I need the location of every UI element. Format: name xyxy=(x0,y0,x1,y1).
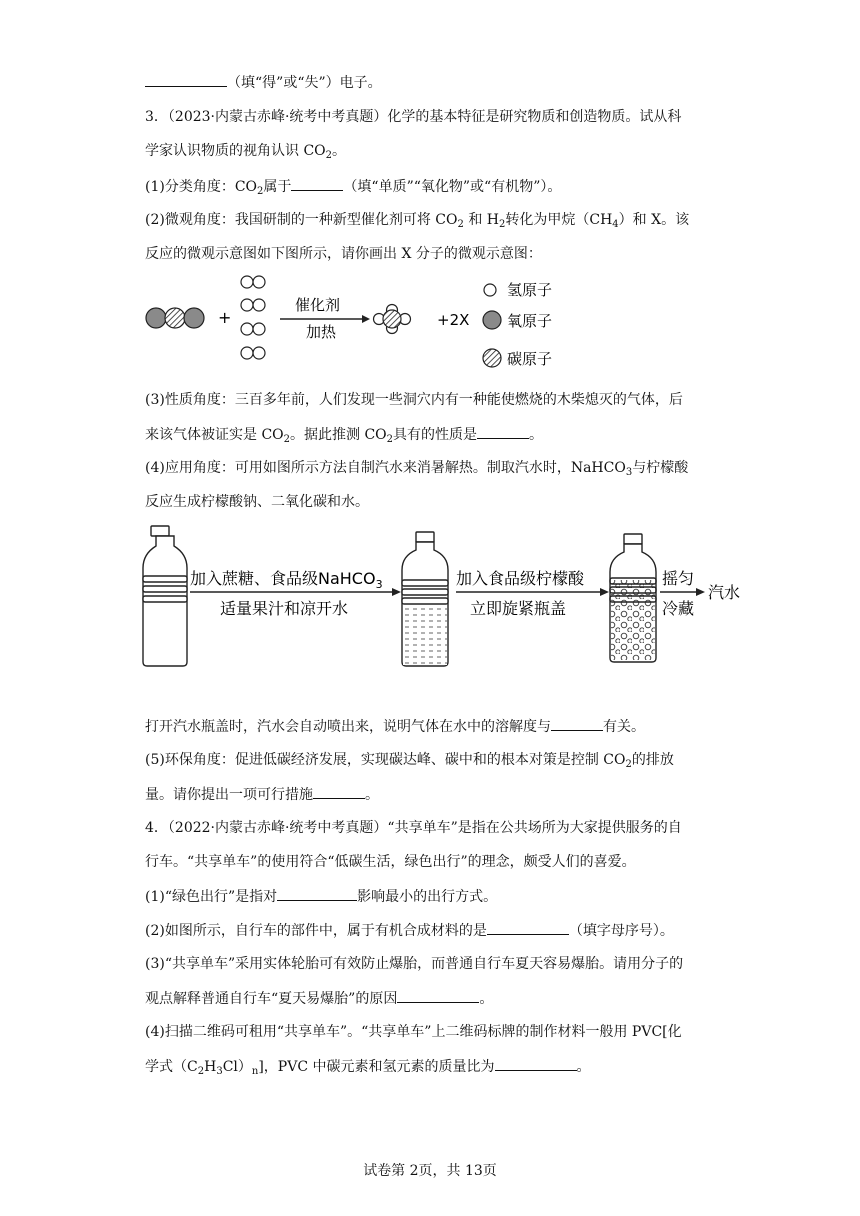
q3-part5: (5)环保角度：促进低碳经济发展，实现碳达峰、碳中和的根本对策是控制 $CO_2$的排放 xyxy=(145,752,674,770)
svg-text:氧原子: 氧原子 xyxy=(507,312,553,330)
q4-part1: (1)“绿色出行”是指对 影响最小的出行方式。 xyxy=(145,886,497,907)
carbon-atom-icon xyxy=(483,349,501,367)
hydrogen-atom-icon xyxy=(484,284,496,296)
bottle-with-liquid xyxy=(402,532,448,666)
soda-process-diagram xyxy=(140,522,750,668)
answer-blank[interactable] xyxy=(495,1056,577,1071)
answer-blank[interactable] xyxy=(487,920,569,935)
q3-intro-cont: 学家认识物质的视角认识 $CO_2$。 xyxy=(145,143,347,161)
answer-blank[interactable] xyxy=(397,988,479,1003)
step1-top-label: 加入蔗糖、食品级NaHCO$_3$ xyxy=(190,569,383,591)
plus-sign: + xyxy=(218,308,232,327)
q3-heading: 3．（2023·内蒙古赤峰·统考中考真题）化学的基本特征是研究物质和创造物质。试从科 xyxy=(145,109,682,125)
catalyst-label: 催化剂 xyxy=(295,296,341,314)
page-footer: 试卷第 2页，共 13页 xyxy=(363,1163,497,1179)
h2-molecules xyxy=(241,276,265,359)
q4-intro-cont: 行车。“共享单车”的使用符合“低碳生活，绿色出行”的理念，颇受人们的喜爱。 xyxy=(145,854,636,870)
oxygen-atom-icon xyxy=(483,311,501,329)
svg-text:碳原子: 碳原子 xyxy=(507,350,553,368)
answer-blank[interactable] xyxy=(551,716,603,731)
q4-part2: (2)如图所示，自行车的部件中，属于有机合成材料的是 （填字母序号）。 xyxy=(145,920,674,941)
step2-top-label: 加入食品级柠檬酸 xyxy=(456,569,585,588)
text: （填“得”或“失”）电子。 xyxy=(227,75,382,91)
q3-part2-cont: 反应的微观示意图如下图所示，请你画出 X 分子的微观示意图： xyxy=(145,246,542,262)
bottle-empty xyxy=(143,526,187,666)
q3-part5-cont: 量。请你提出一项可行措施 。 xyxy=(145,784,379,805)
co2-molecule xyxy=(146,308,204,328)
answer-blank[interactable] xyxy=(277,886,357,901)
q3-part1: (1)分类角度：$CO_2$属于 （填“单质”“氧化物”或“有机物”）。 xyxy=(145,176,561,197)
answer-blank[interactable] xyxy=(291,176,343,191)
answer-blank[interactable] xyxy=(313,784,365,799)
q3-part4-question: 打开汽水瓶盖时，汽水会自动喷出来，说明气体在水中的溶解度与 有关。 xyxy=(145,716,645,737)
plus-2x-label: +2X xyxy=(437,311,470,329)
q4-part3-cont: 观点解释普通自行车“夏天易爆胎”的原因 。 xyxy=(145,988,493,1009)
step3-top-label: 摇匀 xyxy=(662,569,695,588)
legend xyxy=(483,281,552,368)
heat-label: 加热 xyxy=(306,323,337,341)
q3-part4-cont: 反应生成柠檬酸钠、二氧化碳和水。 xyxy=(145,494,369,510)
q2-tail-line xyxy=(145,72,382,93)
answer-blank[interactable] xyxy=(145,72,227,87)
q4-part3: (3)“共享单车”采用实体轮胎可有效防止爆胎，而普通自行车夏天容易爆胎。请用分子的 xyxy=(145,956,684,972)
q4-heading: 4．（2022·内蒙古赤峰·统考中考真题）“共享单车”是指在公共场所为大家提供服务的自 xyxy=(145,820,682,836)
bottle-carbonated xyxy=(610,534,656,662)
step1-bottom-label: 适量果汁和凉开水 xyxy=(220,599,349,618)
svg-text:氢原子: 氢原子 xyxy=(507,281,553,299)
q4-part4-cont: 学式$(C_2H_3Cl)_n$]，PVC 中碳元素和氢元素的质量比为 。 xyxy=(145,1056,591,1077)
q4-part4: (4)扫描二维码可租用“共享单车”。“共享单车”上二维码标牌的制作材料一般用 PVC[化 xyxy=(145,1024,682,1040)
step2-bottom-label: 立即旋紧瓶盖 xyxy=(470,599,567,618)
step3-bottom-label: 冷藏 xyxy=(662,599,695,618)
ch4-molecule xyxy=(374,305,411,334)
q3-part2: (2)微观角度：我国研制的一种新型催化剂可将 $CO_2$ 和 $H_2$转化为甲烷$(CH_4)$和 X。该 xyxy=(145,212,690,230)
q3-part3: (3)性质角度：三百多年前，人们发现一些洞穴内有一种能使燃烧的木柴熄灭的气体，后 xyxy=(145,392,683,408)
q3-part3-cont: 来该气体被证实是 $CO_2$。据此推测 $CO_2$具有的性质是 。 xyxy=(145,424,543,445)
answer-blank[interactable] xyxy=(477,424,529,439)
result-label: 汽水 xyxy=(708,583,741,602)
reaction-diagram xyxy=(140,270,580,370)
q3-part4: (4)应用角度：可用如图所示方法自制汽水来消暑解热。制取汽水时，NaHCO$_3$与柠檬酸 xyxy=(145,460,689,478)
